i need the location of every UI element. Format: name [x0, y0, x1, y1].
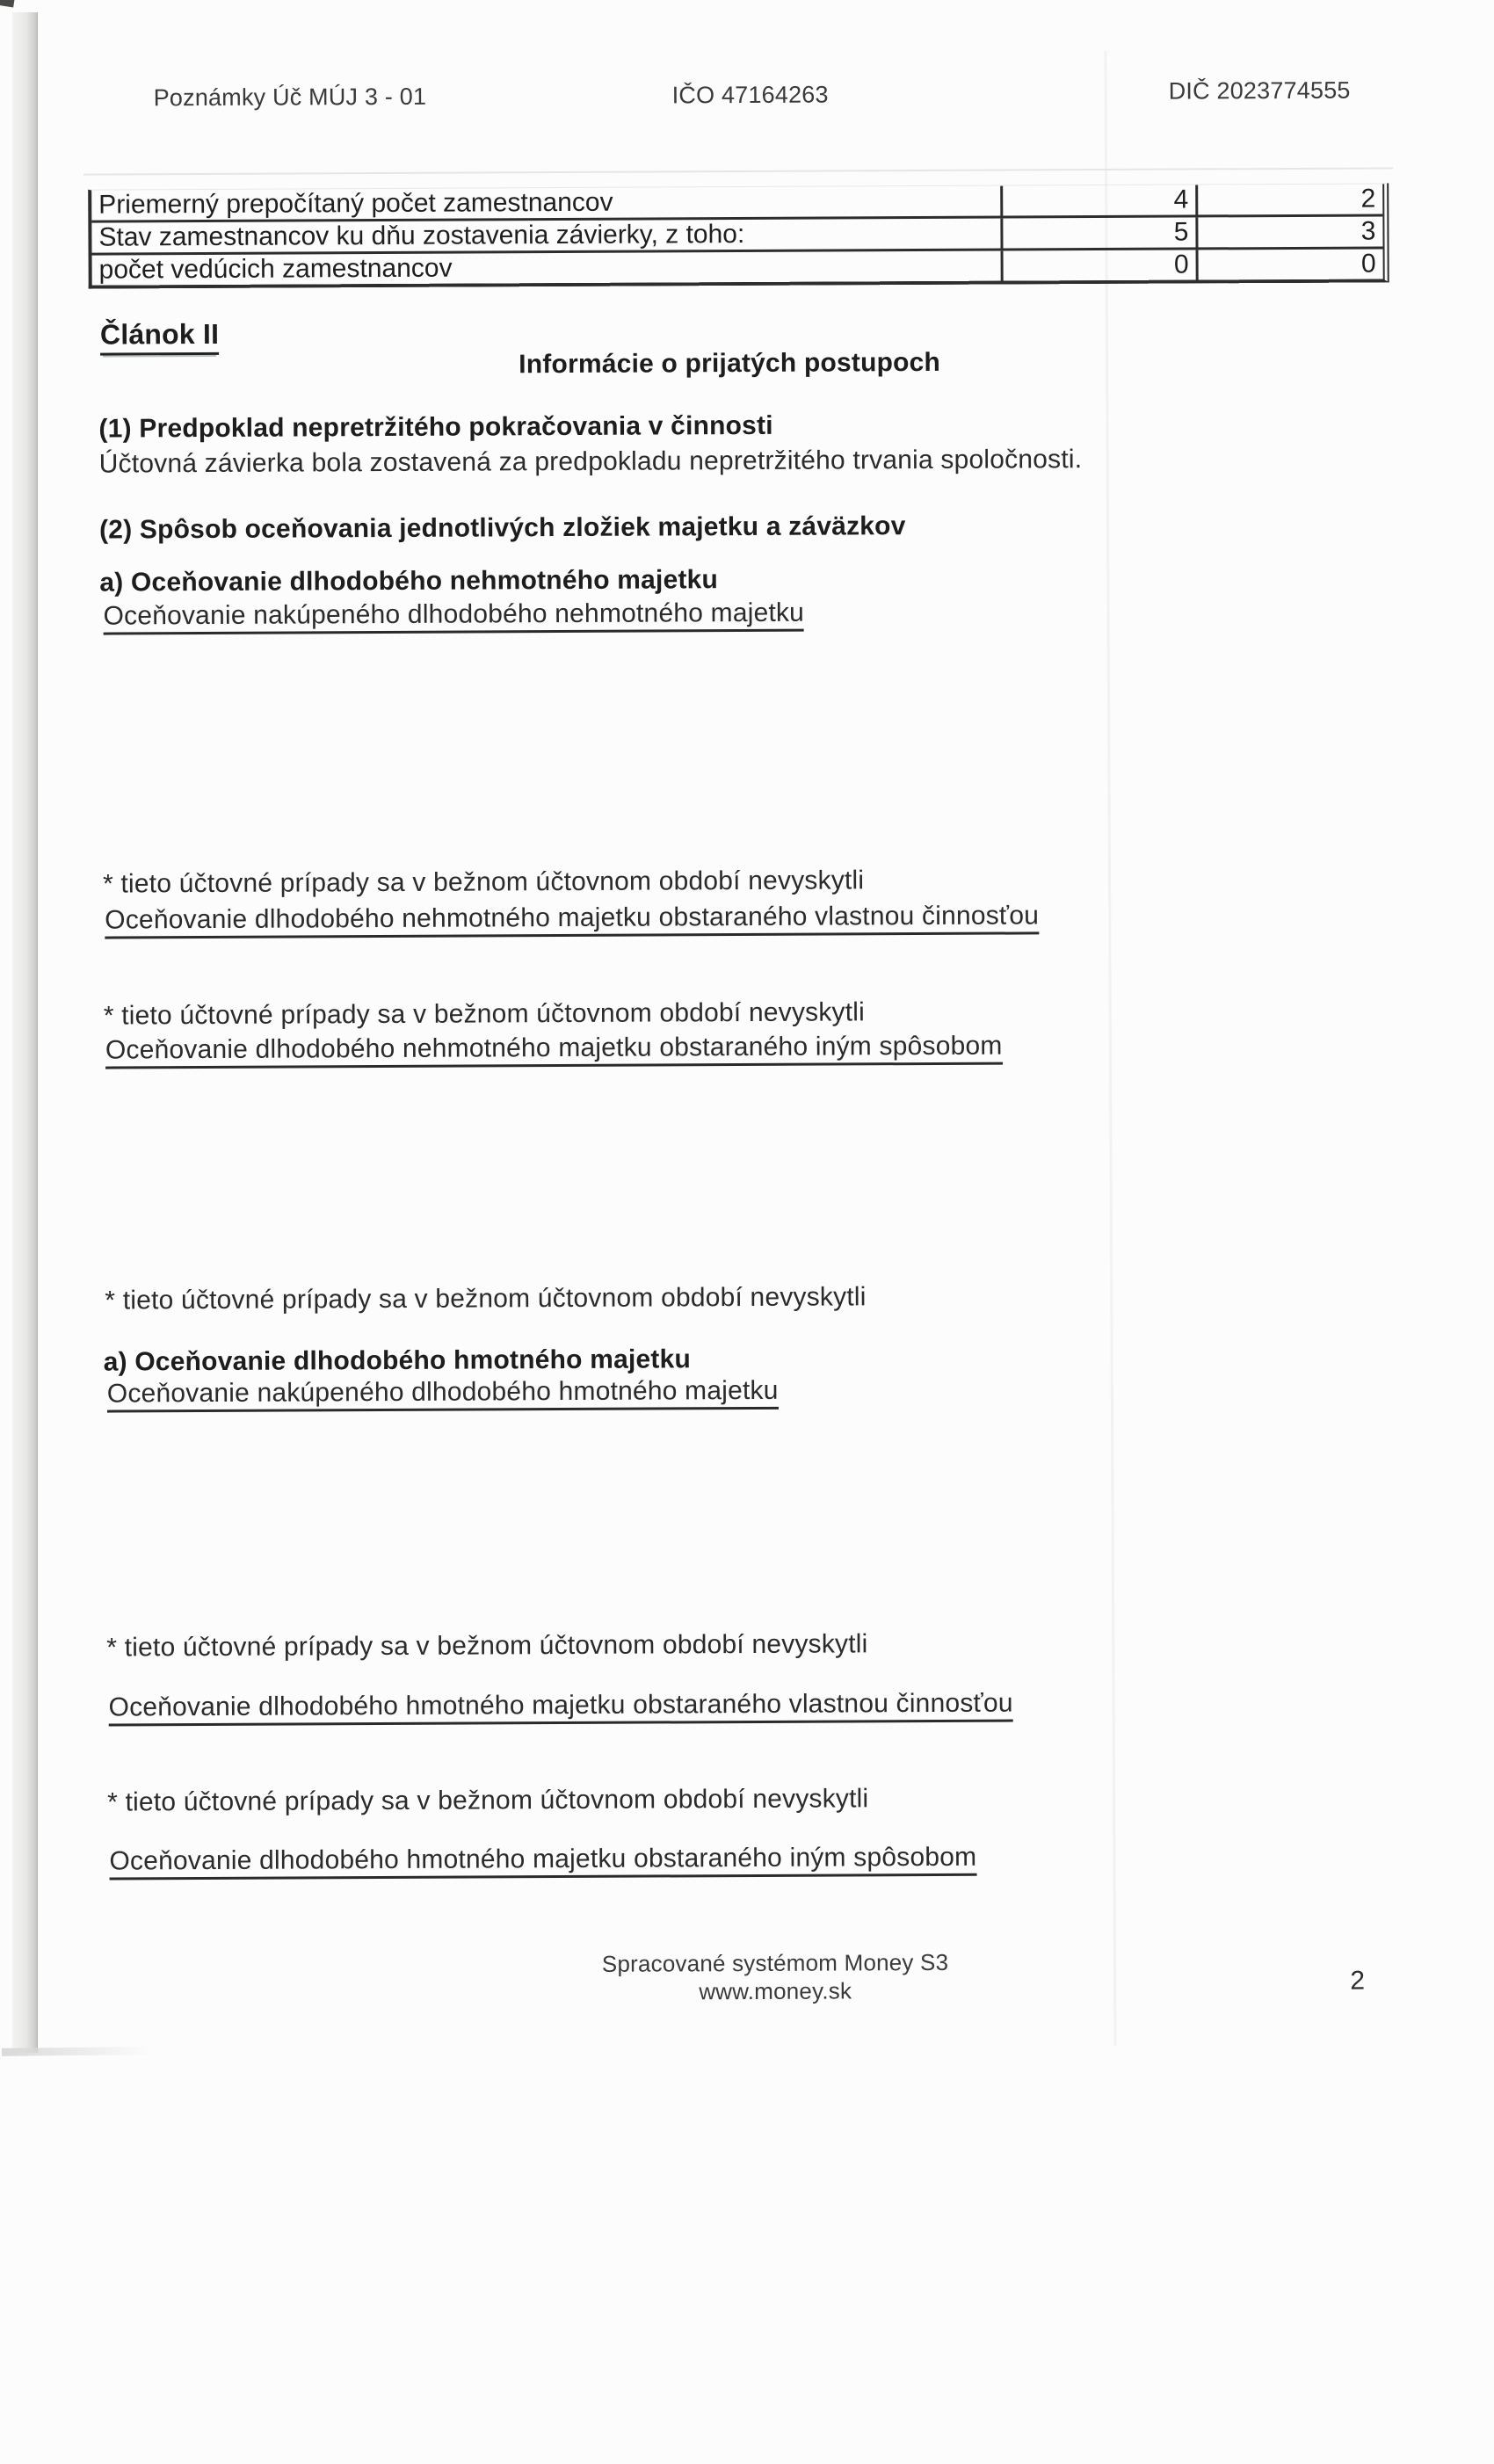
- intangible-sub-own-activity: Oceňovanie dlhodobého nehmotného majetku obstaraného vlastnou činnosťou: [105, 900, 1039, 936]
- section-1-heading: (1) Predpoklad nepretržitého pokračovania v činnosti: [98, 410, 773, 444]
- page-number: 2: [1350, 1966, 1366, 1996]
- form-title: Poznámky Úč MÚJ 3 - 01: [153, 83, 427, 112]
- article-heading: Článok II: [100, 318, 219, 351]
- intangible-sub-other-way: Oceňovanie dlhodobého nehmotného majetku obstaraného iným spôsobom: [105, 1031, 1003, 1067]
- no-occurrence-note: * tieto účtovné prípady sa v bežnom účtovnom období nevyskytli: [107, 1784, 869, 1817]
- value-current: 0: [1004, 250, 1199, 280]
- table-row: [92, 249, 1383, 285]
- no-occurrence-note: * tieto účtovné prípady sa v bežnom účtovnom období nevyskytli: [106, 1629, 868, 1663]
- value-current: 5: [1003, 217, 1198, 248]
- footer-url: www.money.sk: [699, 1977, 852, 2005]
- tangible-sub-own-activity: Oceňovanie dlhodobého hmotného majetku obstaraného vlastnou činnosťou: [109, 1688, 1013, 1724]
- scan-smear-line: [83, 167, 1393, 175]
- intangible-sub-purchased: Oceňovanie nakúpeného dlhodobého nehmotného majetku: [103, 598, 804, 633]
- section-1-text: Účtovná závierka bola zostavená za predpokladu nepretržitého trvania spoločnosti.: [98, 445, 1083, 479]
- tangible-sub-purchased: Oceňovanie nakúpeného dlhodobého hmotného majetku: [107, 1375, 779, 1410]
- tangible-sub-other-way: Oceňovanie dlhodobého hmotného majetku obstaraného iným spôsobom: [109, 1842, 976, 1878]
- article-title: Informácie o prijatých postupoch: [519, 347, 941, 380]
- value-previous: 0: [1360, 249, 1376, 279]
- value-current: 4: [1003, 185, 1198, 215]
- footer-generator: Spracované systémom Money S3: [601, 1948, 949, 1977]
- value-previous: 2: [1360, 184, 1376, 214]
- intangible-heading: a) Oceňovanie dlhodobého nehmotného majetku: [99, 565, 719, 598]
- ico-number: IČO 47164263: [671, 81, 829, 109]
- row-label: počet vedúcich zamestnancov: [92, 251, 1004, 286]
- value-previous: 3: [1360, 216, 1376, 246]
- row-label: Priemerný prepočítaný počet zamestnancov: [91, 186, 1003, 221]
- no-occurrence-note: * tieto účtovné prípady sa v bežnom účtovnom období nevyskytli: [102, 866, 865, 899]
- no-occurrence-note: * tieto účtovné prípady sa v bežnom účtovnom období nevyskytli: [103, 997, 866, 1031]
- row-label: Stav zamestnancov ku dňu zostavenia závierky, z toho:: [91, 219, 1003, 253]
- dic-number: DIČ 2023774555: [1168, 76, 1351, 105]
- tangible-heading: a) Oceňovanie dlhodobého hmotného majetku: [103, 1344, 692, 1377]
- section-2-heading: (2) Spôsob oceňovania jednotlivých zložiek majetku a záväzkov: [98, 511, 906, 545]
- no-occurrence-note: * tieto účtovné prípady sa v bežnom účtovnom období nevyskytli: [105, 1282, 867, 1315]
- employee-count-table: [88, 183, 1389, 288]
